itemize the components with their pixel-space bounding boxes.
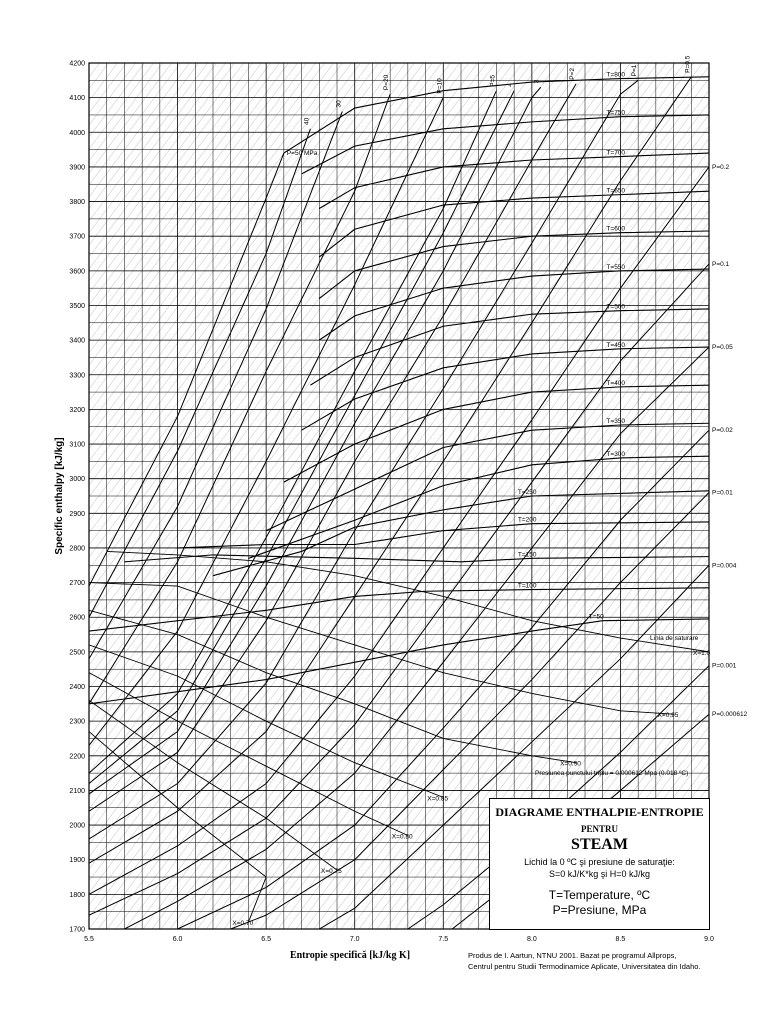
credit-line-1: Produs de I. Aartun, NTNU 2001. Bazat pe programul Allprops,: [468, 951, 677, 960]
quality-label: X=0.75: [321, 868, 342, 876]
x-tick-label: 7.0: [349, 936, 360, 943]
quality-label: X=0.95: [657, 712, 679, 720]
isotherm-label: T=200: [517, 516, 537, 524]
y-tick-label: 3700: [69, 233, 85, 241]
chart-info-box: [489, 798, 710, 930]
legend-temperature: T=Temperature, ºC: [548, 888, 651, 902]
quality-label: X=0.80: [391, 833, 413, 841]
legend-pressure: P=Presiune, MPa: [552, 903, 647, 917]
isotherm-line: [302, 347, 709, 430]
y-tick-label: 2400: [69, 684, 85, 692]
y-tick-label: 3100: [69, 441, 85, 449]
isobar-label: P=50 MPa: [286, 150, 318, 158]
isotherm-label: T=300: [606, 450, 626, 458]
isotherm-label: T=750: [606, 109, 626, 117]
isobar-label: P=0.02: [712, 427, 733, 435]
isotherm-label: T=350: [606, 417, 626, 425]
isobar-label: P=0.05: [712, 344, 733, 352]
isotherm-line: [89, 588, 709, 631]
chart-subtitle-pentru: PENTRU: [580, 824, 618, 834]
chart-subtitle-steam: STEAM: [571, 836, 628, 853]
isobar-label: P=0.2: [712, 163, 730, 171]
y-tick-label: 2000: [69, 822, 85, 830]
y-tick-label: 3300: [69, 372, 85, 380]
isobar-line: [89, 91, 496, 773]
reference-state-line-1: Lichid la 0 ºC şi presiune de saturaţie:: [524, 857, 675, 867]
y-tick-label: 2200: [69, 753, 85, 761]
isotherm-label: T=100: [517, 582, 537, 590]
isotherm-label: T=550: [606, 263, 626, 271]
reference-state-line-2: S=0 kJ/K*kg şi H=0 kJ/kg: [548, 869, 651, 879]
y-tick-label: 3200: [69, 406, 85, 414]
y-tick-label: 4000: [69, 129, 85, 137]
isobar-label: P=5: [489, 74, 497, 87]
isotherm-label: T=600: [606, 225, 626, 233]
x-tick-label: 9.0: [704, 936, 714, 943]
isotherm-line: [89, 619, 709, 704]
isotherm-label: T=650: [606, 187, 626, 195]
isobar-line: [89, 94, 390, 704]
x-tick-label: 6.0: [172, 936, 183, 943]
y-tick-label: 4200: [69, 60, 85, 68]
isotherm-label: T=450: [606, 341, 626, 349]
triple-point-label: Presiunea punctului triplu = 0.000612 Mpa (0.018 ºC): [535, 770, 689, 777]
quality-label: X=0.90: [560, 760, 581, 768]
isobar-line: [89, 80, 638, 839]
isotherm-label: T=500: [606, 303, 626, 311]
y-tick-label: 3800: [69, 199, 85, 207]
quality-label: X=0.85: [427, 795, 449, 803]
isobar-label: P=1: [631, 64, 639, 77]
y-tick-label: 3600: [69, 268, 85, 276]
isobar-label: P=0.000612: [712, 711, 748, 719]
isobar-label: P=2: [569, 68, 577, 80]
saturation-line-label: Linia de saturare: [650, 635, 699, 642]
credit-text: [468, 950, 728, 972]
isotherm-label: T=400: [606, 379, 626, 387]
isobar-label: 3: [533, 79, 541, 84]
isotherm-line: [310, 309, 709, 385]
isobar-label: P=0.5: [684, 55, 692, 73]
isobar-label: 4: [507, 83, 515, 87]
chart-title: DIAGRAME ENTHALPIE-ENTROPIE: [495, 805, 704, 819]
y-tick-label: 2300: [69, 718, 85, 726]
y-tick-label: 3400: [69, 337, 85, 345]
x-tick-label: 7.5: [438, 936, 449, 943]
isotherm-label: T=700: [606, 149, 626, 157]
isotherm-label: T=150: [517, 551, 537, 559]
isobar-label: P=20: [383, 74, 391, 91]
x-tick-label: 6.5: [261, 936, 272, 943]
y-tick-label: 2800: [69, 545, 85, 553]
isobar-label: 30: [335, 100, 343, 108]
isobar-label: P=0.1: [712, 260, 730, 268]
isobar-label: P=0.01: [712, 489, 733, 497]
isotherm-label: T=800: [606, 71, 626, 79]
isotherm-label: T=50: [588, 613, 604, 621]
isobar-label: P=0.004: [712, 562, 737, 570]
y-tick-label: 1900: [69, 857, 85, 865]
y-tick-label: 3500: [69, 302, 85, 310]
y-tick-label: 1700: [69, 926, 85, 934]
y-tick-label: 2500: [69, 649, 85, 657]
x-tick-label: 5.5: [84, 936, 94, 943]
y-axis-title: Specific enthalpy [kJ/kg]: [54, 437, 65, 555]
x-tick-label: 8.5: [615, 936, 626, 943]
isobar-label: P=10: [436, 78, 444, 94]
y-tick-label: 4100: [69, 95, 85, 103]
quality-label: X=1.0: [693, 649, 711, 657]
credit-line-2: Centrul pentru Studii Termodinamice Aplicate, Universitatea din Idaho.: [468, 962, 701, 971]
isotherm-label: T=250: [517, 489, 537, 496]
y-tick-label: 2900: [69, 510, 85, 518]
y-tick-label: 3900: [69, 164, 85, 172]
y-tick-label: 2100: [69, 787, 85, 795]
y-tick-label: 3000: [69, 476, 85, 484]
curve-labels: [232, 55, 747, 927]
isobar-label: P=0.001: [712, 662, 737, 670]
y-tick-label: 1800: [69, 891, 85, 899]
y-tick-label: 2700: [69, 580, 85, 588]
x-axis-title: Entropie specifică [kJ/kg K]: [289, 950, 411, 961]
isobar-label: 40: [303, 117, 311, 125]
isotherm-line: [266, 423, 709, 530]
y-tick-label: 2600: [69, 614, 85, 622]
quality-label: X=0.70: [232, 920, 254, 928]
x-tick-label: 8.0: [526, 936, 537, 943]
